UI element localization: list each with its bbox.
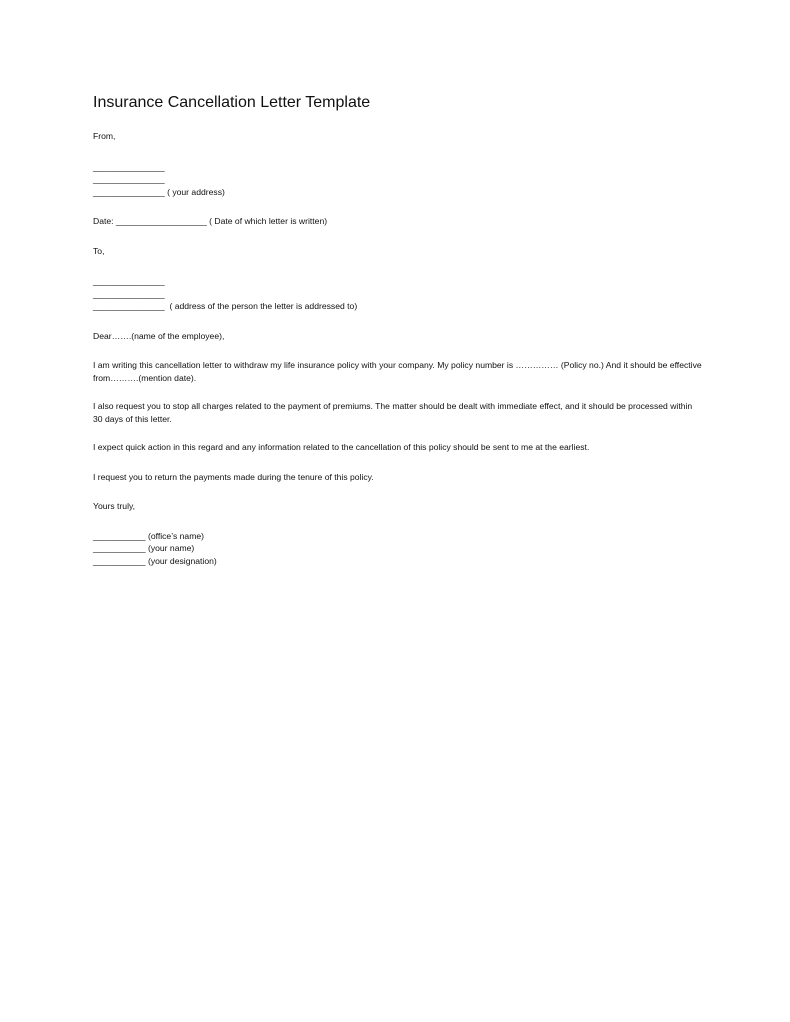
to-label: To, xyxy=(93,245,105,256)
paragraph-4: I request you to return the payments made during the tenure of this policy. xyxy=(93,471,374,482)
signature-designation: ___________ (your designation) xyxy=(93,555,217,566)
paragraph-2: I also request you to stop all charges related to the payment of premiums. The matter should be dealt with immediate effect, and it should be processed within 30 days of this letter. xyxy=(93,401,693,424)
to-address-line-3: _______________ ( address of the person the letter is addressed to) xyxy=(93,301,358,311)
from-address-line-2: _______________ xyxy=(93,174,165,184)
to-address-line-2: _______________ xyxy=(93,288,165,299)
paragraph-3: I expect quick action in this regard and any information related to the cancellation of this policy should be sent to me at the earliest. xyxy=(93,442,590,452)
date-line: Date: ___________________ ( Date of which letter is written) xyxy=(93,216,328,226)
signature-office-name: ___________ (office’s name) xyxy=(93,530,205,541)
to-address-line-1: _______________ xyxy=(93,276,165,286)
signature-your-name: ___________ (your name) xyxy=(93,543,195,553)
from-label: From, xyxy=(93,131,116,141)
salutation: Dear…….(name of the employee), xyxy=(93,330,225,341)
document-title: Insurance Cancellation Letter Template xyxy=(93,94,371,111)
paragraph-1: I am writing this cancellation letter to withdraw my life insurance policy with your company. My policy number is …………… (Policy no.) And it should be effective from……….(mention date). xyxy=(93,360,702,383)
closing: Yours truly, xyxy=(93,501,136,511)
letter-content xyxy=(93,92,703,567)
from-address-line-1: _______________ xyxy=(93,161,165,172)
from-address-line-3: _______________ ( your address) xyxy=(93,186,225,197)
